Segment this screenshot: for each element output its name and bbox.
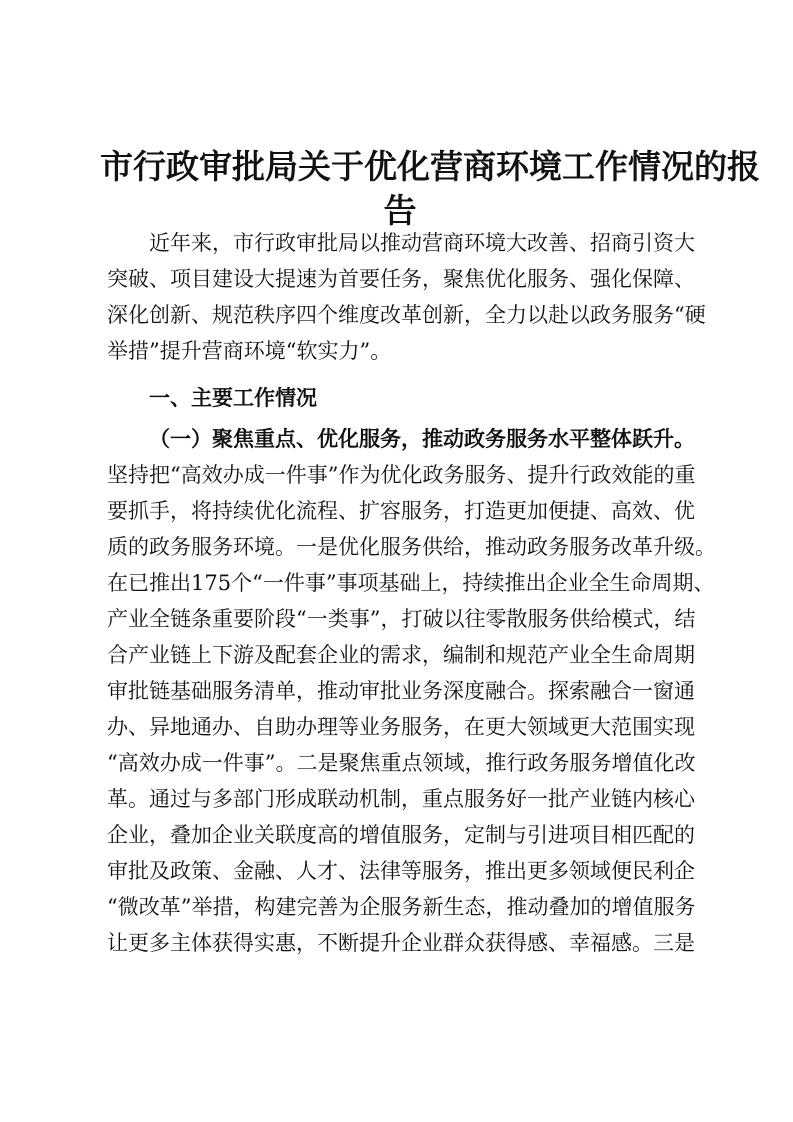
document-title-line-1: 市行政审批局关于优化营商环境工作情况的报 (100, 147, 760, 186)
paragraph-line: 审批链基础服务清单，推动审批业务深度融合。探索融合一窗通 (107, 679, 695, 703)
paragraph-line: 坚持把“高效办成一件事”作为优化政务服务、提升行政效能的重 (107, 463, 696, 487)
paragraph-line: 革。通过与多部门形成联动机制，重点服务好一批产业链内核心 (107, 787, 695, 811)
paragraph-line: 突破、项目建设大提速为首要任务，聚焦优化服务、强化保障、 (107, 267, 695, 291)
document-title-line-2: 告 (383, 191, 417, 230)
paragraph-line: 在已推出175个“一件事”事项基础上，持续推出企业全生命周期、 (107, 571, 715, 595)
subsection-heading: （一）聚焦重点、优化服务，推动政务服务水平整体跃升。 (149, 426, 695, 451)
paragraph-line: 产业全链条重要阶段“一类事”，打破以往零散服务供给模式，结 (107, 607, 696, 631)
paragraph-line: 深化创新、规范秩序四个维度改革创新，全力以赴以政务服务“硬 (107, 303, 706, 327)
paragraph-line: 合产业链上下游及配套企业的需求，编制和规范产业全生命周期 (107, 643, 695, 667)
paragraph-line: “微改革”举措，构建完善为企服务新生态，推动叠加的增值服务 (107, 895, 696, 919)
paragraph-line: 要抓手，将持续优化流程、扩容服务，打造更加便捷、高效、优 (107, 499, 695, 523)
paragraph-line: 企业，叠加企业关联度高的增值服务，定制与引进项目相匹配的 (107, 823, 695, 847)
paragraph-line: 办、异地通办、自助办理等业务服务，在更大领域更大范围实现 (107, 715, 695, 739)
paragraph-line: 举措”提升营商环境“软实力”。 (107, 339, 392, 363)
paragraph-line: 让更多主体获得实惠，不断提升企业群众获得感、幸福感。三是 (107, 931, 695, 955)
paragraph-line: 质的政务服务环境。一是优化服务供给，推动政务服务改革升级。 (107, 535, 716, 559)
paragraph-line: 近年来，市行政审批局以推动营商环境大改善、招商引资大 (149, 231, 695, 255)
section-heading: 一、主要工作情况 (149, 386, 317, 410)
paragraph-line: “高效办成一件事”。二是聚焦重点领域，推行政务服务增值化改 (107, 751, 696, 775)
paragraph-line: 审批及政策、金融、人才、法律等服务，推出更多领域便民利企 (107, 859, 695, 883)
